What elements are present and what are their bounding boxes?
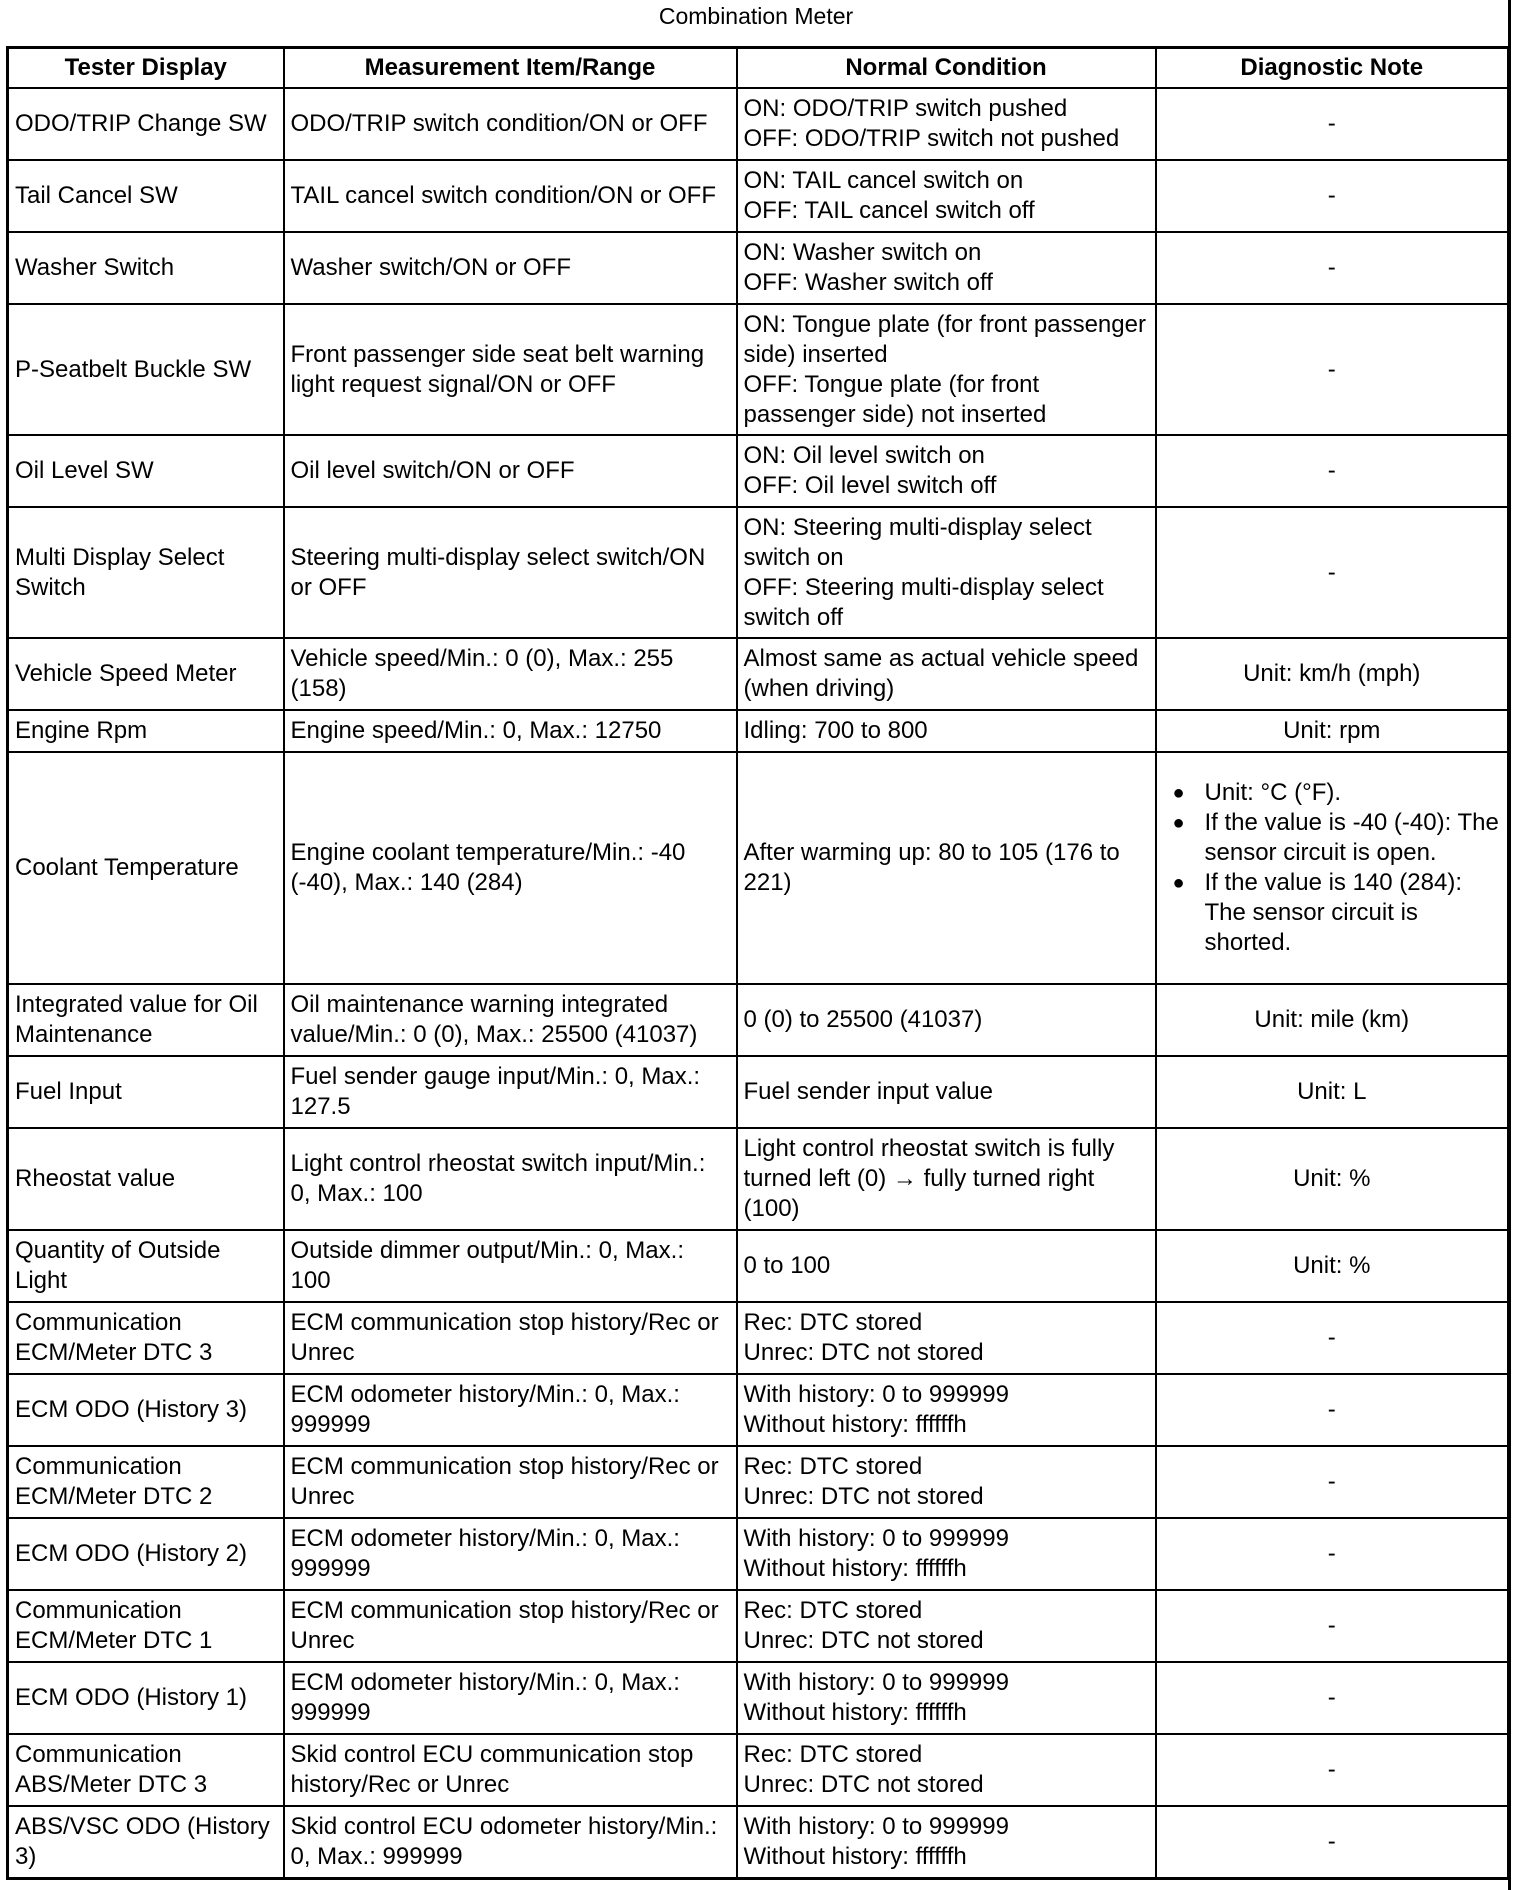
table-row: [8, 507, 1509, 638]
table-row: [8, 752, 1509, 984]
measurement-item-cell: Skid control ECU odometer history/Min.: 0, Max.: 999999: [284, 1806, 737, 1878]
normal-condition-cell: [737, 1734, 1156, 1806]
tester-display-cell: ECM ODO (History 3): [8, 1374, 284, 1446]
measurement-item-cell: ECM odometer history/Min.: 0, Max.: 999999: [284, 1374, 737, 1446]
normal-condition-line: Rec: DTC stored: [743, 1741, 923, 1768]
measurement-item-cell: ECM communication stop history/Rec or Unrec: [284, 1302, 737, 1374]
diagnostic-note-cell: -: [1156, 1518, 1509, 1590]
normal-condition-line: ON: Tongue plate (for front passenger side) inserted: [743, 310, 1146, 368]
normal-condition-line: OFF: Tongue plate (for front passenger side) not inserted: [743, 370, 1047, 428]
normal-condition-line: Almost same as actual vehicle speed (when driving): [743, 645, 1139, 702]
header-measurement-item: Measurement Item/Range: [284, 48, 737, 89]
diagnostic-note-bullet: ● If the value is 140 (284): The sensor circuit is shorted.: [1163, 868, 1502, 958]
measurement-item-cell: Skid control ECU communication stop history/Rec or Unrec: [284, 1734, 737, 1806]
tester-display-cell: Oil Level SW: [8, 435, 284, 507]
table-row: [8, 710, 1509, 752]
diagnostic-note-cell: Unit: km/h (mph): [1156, 638, 1509, 710]
table-row: [8, 1302, 1509, 1374]
normal-condition-line: 0 (0) to 25500 (41037): [743, 1006, 983, 1033]
tester-display-cell: Fuel Input: [8, 1056, 284, 1128]
tester-display-cell: Engine Rpm: [8, 710, 284, 752]
diagnostic-note-list: [1163, 778, 1502, 958]
normal-condition-cell: [737, 88, 1156, 160]
measurement-item-cell: ECM odometer history/Min.: 0, Max.: 999999: [284, 1518, 737, 1590]
normal-condition-line: Light control rheostat switch is fully turned left (0) → fully turned right (100): [743, 1135, 1115, 1222]
header-diagnostic-note: Diagnostic Note: [1156, 48, 1509, 89]
tester-display-cell: P-Seatbelt Buckle SW: [8, 304, 284, 435]
tester-display-cell: Coolant Temperature: [8, 752, 284, 984]
normal-condition-line: After warming up: 80 to 105 (176 to 221): [743, 839, 1120, 896]
normal-condition-cell: [737, 1056, 1156, 1128]
normal-condition-cell: [737, 1128, 1156, 1230]
tester-display-cell: Tail Cancel SW: [8, 160, 284, 232]
header-normal-condition: Normal Condition: [737, 48, 1156, 89]
normal-condition-line: OFF: Washer switch off: [743, 269, 993, 296]
measurement-item-cell: Vehicle speed/Min.: 0 (0), Max.: 255 (158): [284, 638, 737, 710]
table-row: [8, 1128, 1509, 1230]
combination-meter-table: [6, 46, 1510, 1880]
measurement-item-cell: Engine speed/Min.: 0, Max.: 12750: [284, 710, 737, 752]
table-row: [8, 1806, 1509, 1878]
measurement-item-cell: Oil maintenance warning integrated value/Min.: 0 (0), Max.: 25500 (41037): [284, 984, 737, 1056]
diagnostic-note-cell: -: [1156, 1302, 1509, 1374]
normal-condition-line: Unrec: DTC not stored: [743, 1339, 984, 1366]
tester-display-cell: ABS/VSC ODO (History 3): [8, 1806, 284, 1878]
normal-condition-line: With history: 0 to 999999: [743, 1812, 1009, 1840]
normal-condition-line: OFF: ODO/TRIP switch not pushed: [743, 125, 1120, 152]
diagnostic-note-cell: -: [1156, 304, 1509, 435]
table-row: [8, 638, 1509, 710]
tester-display-cell: ECM ODO (History 2): [8, 1518, 284, 1590]
tester-display-cell: Multi Display Select Switch: [8, 507, 284, 638]
normal-condition-line: ON: Oil level switch on: [743, 442, 985, 469]
header-tester-display: Tester Display: [8, 48, 284, 89]
table-row: [8, 435, 1509, 507]
diagnostic-note-cell: Unit: L: [1156, 1056, 1509, 1128]
normal-condition-cell: [737, 232, 1156, 304]
table-row: [8, 1230, 1509, 1302]
tester-display-cell: Communication ABS/Meter DTC 3: [8, 1734, 284, 1806]
table-caption: Combination Meter: [658, 3, 854, 29]
normal-condition-line: OFF: Steering multi-display select switch off: [743, 573, 1104, 631]
tester-display-cell: Communication ECM/Meter DTC 3: [8, 1302, 284, 1374]
normal-condition-line: Rec: DTC stored: [743, 1597, 923, 1624]
normal-condition-line: Unrec: DTC not stored: [743, 1771, 984, 1798]
normal-condition-cell: [737, 1662, 1156, 1734]
normal-condition-line: Rec: DTC stored: [743, 1309, 923, 1336]
normal-condition-cell: [737, 710, 1156, 752]
measurement-item-cell: ECM odometer history/Min.: 0, Max.: 999999: [284, 1662, 737, 1734]
normal-condition-cell: [737, 1806, 1156, 1878]
tester-display-cell: ECM ODO (History 1): [8, 1662, 284, 1734]
measurement-item-cell: Light control rheostat switch input/Min.: 0, Max.: 100: [284, 1128, 737, 1230]
normal-condition-line: Without history: ffffffh: [743, 1699, 967, 1726]
tester-display-cell: Rheostat value: [8, 1128, 284, 1230]
tester-display-cell: Vehicle Speed Meter: [8, 638, 284, 710]
diagnostic-note-bullet: ● If the value is -40 (-40): The sensor circuit is open.: [1163, 808, 1502, 868]
measurement-item-cell: Washer switch/ON or OFF: [284, 232, 737, 304]
table-row: [8, 1518, 1509, 1590]
normal-condition-cell: [737, 1446, 1156, 1518]
diagnostic-note-cell: -: [1156, 1590, 1509, 1662]
measurement-item-cell: Oil level switch/ON or OFF: [284, 435, 737, 507]
diagnostic-note-cell: -: [1156, 1806, 1509, 1878]
normal-condition-line: With history: 0 to 999999: [743, 1525, 1009, 1552]
normal-condition-cell: [737, 1374, 1156, 1446]
tester-display-cell: Integrated value for Oil Maintenance: [8, 984, 284, 1056]
normal-condition-cell: [737, 638, 1156, 710]
normal-condition-cell: [737, 1518, 1156, 1590]
normal-condition-line: Unrec: DTC not stored: [743, 1483, 984, 1510]
normal-condition-cell: [737, 435, 1156, 507]
measurement-item-cell: Outside dimmer output/Min.: 0, Max.: 100: [284, 1230, 737, 1302]
diagnostic-note-cell: -: [1156, 232, 1509, 304]
diagnostic-note-cell: Unit: mile (km): [1156, 984, 1509, 1056]
measurement-item-cell: Steering multi-display select switch/ON or OFF: [284, 507, 737, 638]
table-row: [8, 1734, 1509, 1806]
normal-condition-line: ON: TAIL cancel switch on: [743, 167, 1024, 194]
normal-condition-cell: [737, 1230, 1156, 1302]
table-row: [8, 984, 1509, 1056]
table-row: [8, 1056, 1509, 1128]
normal-condition-cell: [737, 984, 1156, 1056]
measurement-item-cell: Fuel sender gauge input/Min.: 0, Max.: 127.5: [284, 1056, 737, 1128]
diagnostic-note-cell: -: [1156, 1374, 1509, 1446]
header-row: [8, 48, 1509, 89]
table-row: [8, 1374, 1509, 1446]
normal-condition-cell: [737, 1302, 1156, 1374]
tester-display-cell: Communication ECM/Meter DTC 2: [8, 1446, 284, 1518]
normal-condition-line: 0 to 100: [743, 1252, 831, 1279]
normal-condition-line: OFF: TAIL cancel switch off: [743, 197, 1035, 224]
normal-condition-cell: [737, 160, 1156, 232]
tester-display-cell: Quantity of Outside Light: [8, 1230, 284, 1302]
tester-display-cell: Washer Switch: [8, 232, 284, 304]
normal-condition-line: ON: Washer switch on: [743, 239, 982, 266]
diagnostic-note-cell: -: [1156, 1446, 1509, 1518]
normal-condition-line: ON: ODO/TRIP switch pushed: [743, 95, 1068, 122]
diagnostic-note-cell: -: [1156, 1734, 1509, 1806]
normal-condition-line: Fuel sender input value: [743, 1078, 993, 1105]
diagnostic-note-cell: -: [1156, 88, 1509, 160]
measurement-item-cell: Engine coolant temperature/Min.: -40 (-40), Max.: 140 (284): [284, 752, 737, 984]
normal-condition-cell: [737, 1590, 1156, 1662]
diagnostic-note-cell: -: [1156, 1662, 1509, 1734]
diagnostic-note-cell: -: [1156, 160, 1509, 232]
normal-condition-line: With history: 0 to 999999: [743, 1381, 1009, 1408]
normal-condition-line: Without history: ffffffh: [743, 1555, 967, 1582]
normal-condition-line: With history: 0 to 999999: [743, 1669, 1009, 1696]
measurement-item-cell: TAIL cancel switch condition/ON or OFF: [284, 160, 737, 232]
normal-condition-cell: [737, 304, 1156, 435]
table-row: [8, 1590, 1509, 1662]
tester-display-cell: ODO/TRIP Change SW: [8, 88, 284, 160]
diagnostic-note-cell: [1156, 752, 1509, 984]
diagnostic-note-cell: -: [1156, 435, 1509, 507]
normal-condition-line: ON: Steering multi-display select switch on: [743, 513, 1092, 571]
measurement-item-cell: ODO/TRIP switch condition/ON or OFF: [284, 88, 737, 160]
normal-condition-line: Without history: ffffffh: [743, 1411, 967, 1438]
diagnostic-note-cell: -: [1156, 507, 1509, 638]
diagnostic-note-bullet: ● Unit: °C (°F).: [1163, 778, 1502, 808]
tester-display-cell: Communication ECM/Meter DTC 1: [8, 1590, 284, 1662]
table-row: [8, 304, 1509, 435]
measurement-item-cell: ECM communication stop history/Rec or Unrec: [284, 1446, 737, 1518]
normal-condition-line: Unrec: DTC not stored: [743, 1627, 984, 1654]
diagnostic-note-cell: Unit: %: [1156, 1230, 1509, 1302]
table-row: [8, 1662, 1509, 1734]
table-row: [8, 88, 1509, 160]
diagnostic-note-cell: Unit: rpm: [1156, 710, 1509, 752]
table-row: [8, 232, 1509, 304]
measurement-item-cell: Front passenger side seat belt warning light request signal/ON or OFF: [284, 304, 737, 435]
measurement-item-cell: ECM communication stop history/Rec or Unrec: [284, 1590, 737, 1662]
normal-condition-line: Without history: ffffffh: [743, 1842, 967, 1870]
diagnostic-note-cell: Unit: %: [1156, 1128, 1509, 1230]
normal-condition-line: Idling: 700 to 800: [743, 717, 928, 744]
table-row: [8, 160, 1509, 232]
table-row: [8, 1446, 1509, 1518]
normal-condition-cell: [737, 507, 1156, 638]
normal-condition-cell: [737, 752, 1156, 984]
normal-condition-line: OFF: Oil level switch off: [743, 472, 997, 499]
normal-condition-line: Rec: DTC stored: [743, 1453, 923, 1480]
